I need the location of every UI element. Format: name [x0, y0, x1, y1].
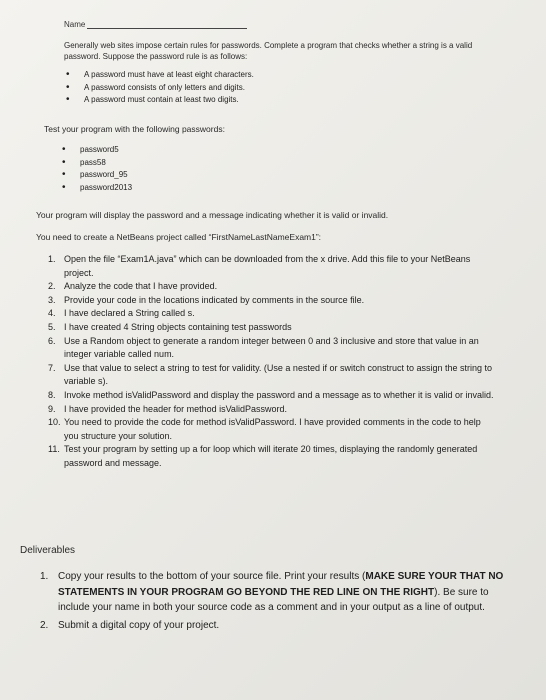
step-item: [48, 307, 496, 321]
step-number: 1.: [48, 254, 56, 264]
step-item: [48, 253, 496, 280]
deliverable-number: 2.: [40, 619, 49, 631]
deliverable-emphasis: MAKE SURE YOUR THAT NO STATEMENTS IN YOUR PROGRAM GO BEYOND THE RED LINE ON THE RIGHT: [58, 571, 504, 598]
rule-item: • A password must contain at least two digits.: [66, 94, 446, 107]
step-number: 11.: [48, 444, 60, 455]
deliverable-text: Submit a digital copy of your project.: [58, 619, 220, 631]
test-password-item: • password_95: [62, 169, 262, 182]
step-text: I have provided the header for method isValidPassword.: [64, 403, 287, 414]
steps-list: [48, 253, 496, 471]
deliverables-heading: Deliverables: [20, 545, 76, 556]
deliverable-item: [40, 569, 510, 616]
step-text: You need to provide the code for method isValidPassword. I have provided comments in the code to help you structure your solution.: [64, 417, 481, 441]
rules-list: [66, 69, 446, 107]
step-item: [48, 280, 496, 294]
name-label: Name: [64, 20, 86, 29]
step-number: 9.: [48, 403, 56, 414]
step-number: 7.: [48, 362, 56, 373]
test-passwords-list: [62, 144, 262, 194]
step-text: Analyze the code that I have provided.: [64, 281, 218, 292]
step-text: Open the file “Exam1A.java” which can be downloaded from the x drive. Add this file to your NetBeans project.: [64, 254, 471, 278]
step-text: Use that value to select a string to test for validity. (Use a nested if or switch construct to assign the string to variable s).: [64, 362, 493, 387]
step-number: 10.: [48, 417, 61, 428]
step-item: [48, 389, 496, 403]
test-password-item: • password5: [62, 144, 262, 157]
rule-item: • A password consists of only letters and digits.: [66, 82, 446, 95]
name-underline: [87, 20, 247, 29]
rule-item: • A password must have at least eight characters.: [66, 69, 446, 82]
deliverable-text: ). Be sure to include your name in both your source code as a comment and in your output as a line of output.: [58, 586, 489, 613]
test-password-item: • password2013: [62, 182, 262, 195]
intro-paragraph: Generally web sites impose certain rules for passwords. Complete a program that checks whether a string is a valid password. Suppose the password rule is as follows:: [64, 41, 473, 61]
test-intro: Test your program with the following passwords:: [44, 124, 225, 134]
step-item: [48, 335, 496, 362]
step-text: I have created 4 String objects containing test passwords: [64, 321, 292, 332]
deliverable-text: Copy your results to the bottom of your source file. Print your results (: [58, 571, 366, 582]
step-item: [48, 294, 496, 308]
step-number: 3.: [48, 294, 56, 305]
deliverable-item: [40, 618, 510, 634]
step-text: Use a Random object to generate a random integer between 0 and 3 inclusive and store that value in an integer variable called num.: [64, 335, 479, 360]
test-password-item: • pass58: [62, 157, 262, 170]
step-number: 4.: [48, 308, 56, 319]
step-item: [48, 403, 496, 417]
step-item: [48, 362, 496, 389]
step-item: [48, 416, 496, 443]
step-item: [48, 321, 496, 335]
step-text: Provide your code in the locations indicated by comments in the source file.: [64, 294, 365, 305]
step-number: 5.: [48, 321, 56, 332]
name-field: [64, 20, 247, 29]
deliverables-list: [40, 569, 510, 633]
step-text: I have declared a String called s.: [64, 308, 195, 319]
create-note: You need to create a NetBeans project called “FirstNameLastNameExam1”:: [36, 232, 322, 242]
display-note: Your program will display the password and a message indicating whether it is valid or invalid.: [36, 210, 389, 220]
step-text: Test your program by setting up a for loop which will iterate 20 times, displaying the randomly generated password and message.: [64, 444, 478, 468]
step-number: 2.: [48, 281, 56, 292]
step-item: [48, 443, 496, 470]
step-number: 6.: [48, 335, 56, 346]
step-text: Invoke method isValidPassword and display the password and a message as to whether it is valid or invalid.: [64, 389, 494, 400]
step-number: 8.: [48, 389, 56, 400]
deliverable-number: 1.: [40, 571, 49, 582]
